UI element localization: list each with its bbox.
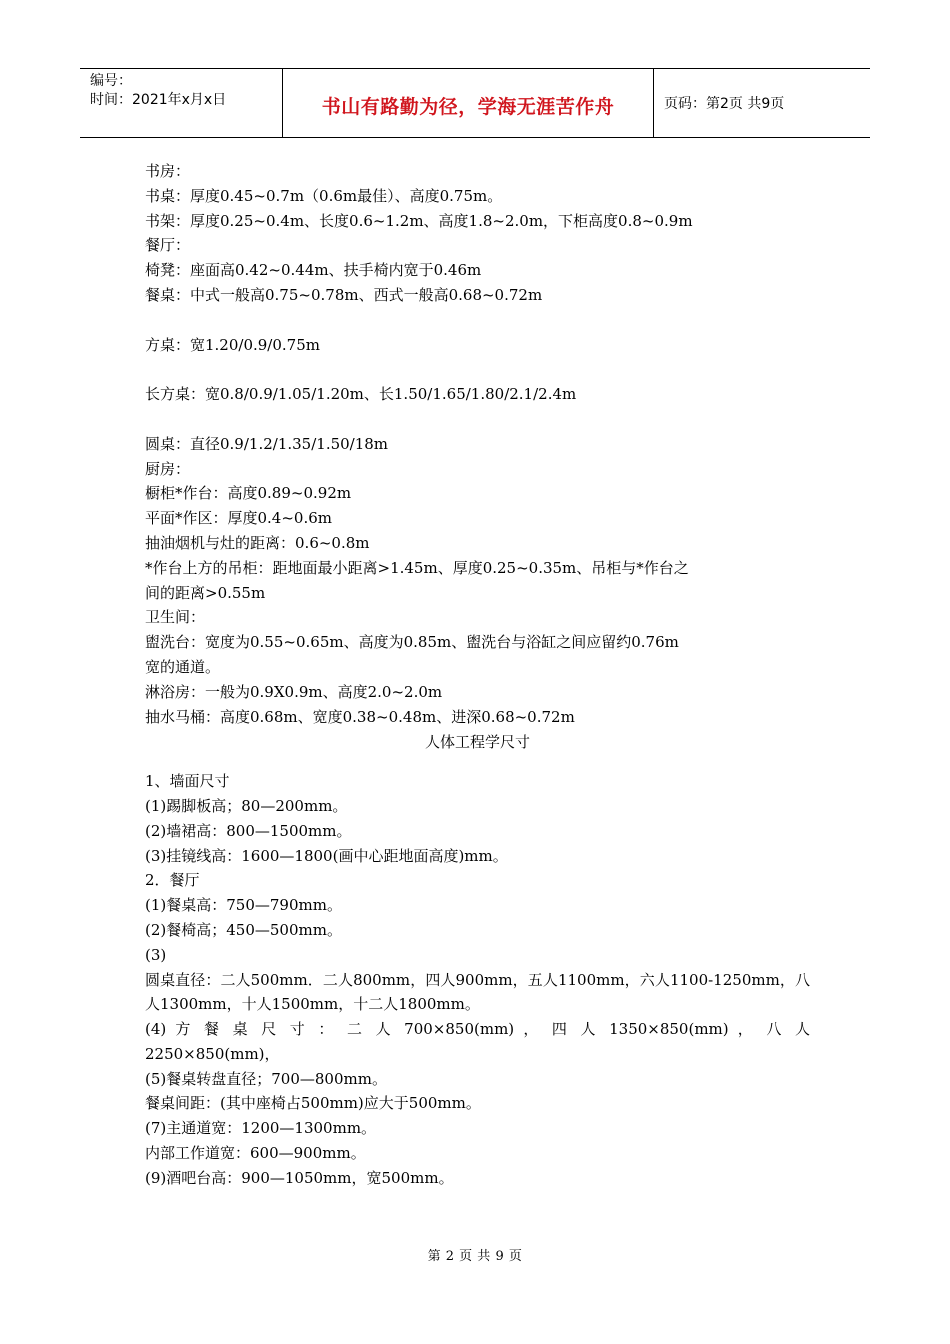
text-line: (9)酒吧台高：900—1050mm，宽500mm。	[145, 1168, 454, 1187]
document-number-label: 编号：	[90, 73, 132, 89]
text-line: (3)挂镜线高：1600—1800(画中心距地面高度)mm。	[145, 846, 508, 865]
document-body	[145, 159, 810, 1191]
text-line: 餐桌：中式一般高0.75~0.78m、西式一般高0.68~0.72m	[145, 285, 543, 304]
page-header	[80, 68, 870, 138]
section-title: 人体工程学尺寸	[424, 733, 530, 752]
blank-line	[145, 308, 810, 333]
text-line: 1、墙面尺寸	[145, 772, 230, 791]
text-line: 卫生间：	[145, 608, 206, 627]
text-line: 厨房：	[145, 459, 191, 478]
text-line: 餐桌间距：(其中座椅占500mm)应大于500mm。	[145, 1094, 481, 1113]
text-line: 方桌：宽1.20/0.9/0.75m	[145, 335, 320, 354]
text-line: 书房：	[145, 162, 191, 180]
text-line: 椅凳：座面高0.42~0.44m、扶手椅内宽于0.46m	[145, 261, 482, 280]
blank-line	[145, 357, 810, 382]
text-line: 长方桌：宽0.8/0.9/1.05/1.20m、长1.50/1.65/1.80/2.1/2.4m	[145, 385, 577, 404]
text-line: (2)餐椅高；450—500mm。	[145, 920, 342, 939]
blank-line	[145, 407, 810, 432]
text-line: 2．餐厅	[145, 871, 200, 890]
document-time-label: 时间：2021年x月x日	[90, 92, 227, 108]
text-line: 橱柜*作台：高度0.89~0.92m	[145, 484, 352, 503]
text-line: (2)墙裙高：800—1500mm。	[145, 821, 352, 840]
round-table-paragraph: 圆桌直径：二人500mm．二人800mm，四人900mm，五人1100mm，六人1100-1250mm，八人1300mm，十人1500mm，十二人1800mm。	[145, 970, 810, 1014]
text-line: (3)	[145, 945, 167, 964]
text-line: 圆桌：直径0.9/1.2/1.35/1.50/18m	[145, 434, 389, 453]
text-line: 抽油烟机与灶的距离：0.6~0.8m	[145, 533, 370, 552]
text-line: 书桌：厚度0.45~0.7m（0.6m最佳）、高度0.75m。	[145, 186, 503, 205]
header-info-cell	[80, 69, 283, 137]
text-line: *作台上方的吊柜：距地面最小距离>1.45m、厚度0.25~0.35m、吊柜与*作台之	[145, 558, 689, 577]
text-line: (1)餐桌高：750—790mm。	[145, 896, 342, 915]
text-line: 抽水马桶：高度0.68m、宽度0.38~0.48m、进深0.68~0.72m	[145, 707, 575, 726]
text-line: (7)主通道宽：1200—1300mm。	[145, 1119, 377, 1138]
text-line: 宽的通道。	[145, 657, 221, 676]
text-line: 间的距离>0.55m	[145, 583, 266, 602]
text-line: (5)餐桌转盘直径；700—800mm。	[145, 1069, 387, 1088]
text-line: 内部工作道宽：600—900mm。	[145, 1144, 366, 1163]
header-page-number: 页码：第2页 共9页	[664, 96, 785, 112]
text-line: (1)踢脚板高；80—200mm。	[145, 796, 348, 815]
square-table-line-continued: 2250×850(mm)，	[145, 1044, 280, 1063]
text-line: 书架：厚度0.25~0.4m、长度0.6~1.2m、高度1.8~2.0m，下柜高度0.8~0.9m	[145, 211, 693, 230]
text-line: 平面*作区：厚度0.4~0.6m	[145, 509, 333, 528]
header-motto: 书山有路勤为径，学海无涯苦作舟	[283, 69, 654, 137]
page-footer: 第 2 页 共 9 页	[427, 1249, 523, 1264]
text-line: 淋浴房：一般为0.9X0.9m、高度2.0~2.0m	[145, 682, 443, 701]
square-table-line: (4) 方 餐 桌 尺 寸 ： 二 人 700×850(mm) ， 四 人 1350×850(mm) ， 八 人	[145, 1020, 810, 1039]
text-line: 餐厅：	[145, 236, 191, 255]
text-line: 盥洗台：宽度为0.55~0.65m、高度为0.85m、盥洗台与浴缸之间应留约0.76m	[145, 633, 679, 652]
